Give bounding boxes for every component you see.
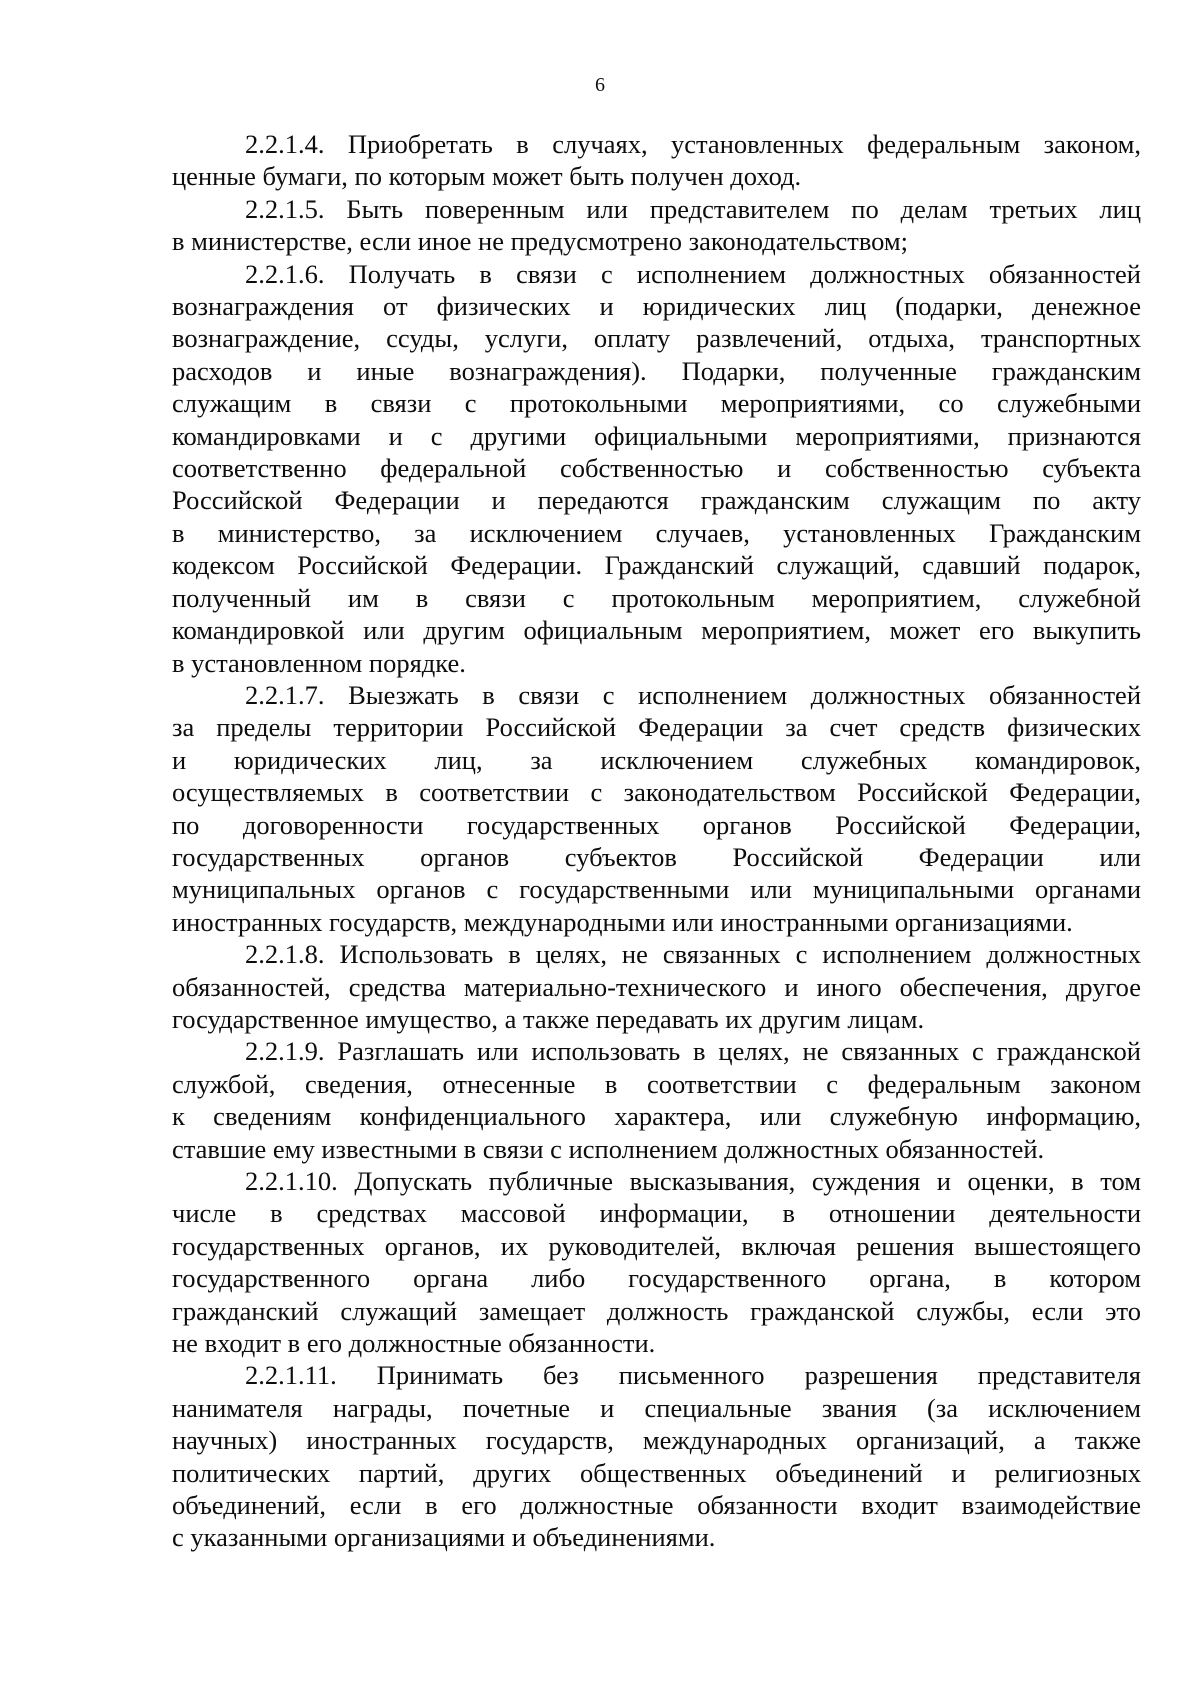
text-line: 2.2.1.9. Разглашать или использовать в целях, не связанных с гражданской — [245, 1036, 1141, 1067]
text-line: 2.2.1.8. Использовать в целях, не связанных с исполнением должностных — [245, 939, 1141, 970]
text-line: вознаграждения от физических и юридических лиц (подарки, денежное — [172, 291, 1141, 322]
text-line: научных) иностранных государств, международных организаций, а также — [172, 1425, 1141, 1456]
text-line: ценные бумаги, по которым может быть получен доход. — [172, 161, 802, 192]
paragraph — [172, 193, 1141, 258]
text-line: государственное имущество, а также передавать их другим лицам. — [172, 1003, 925, 1034]
text-line: кодексом Российской Федерации. Гражданский служащий, сдавший подарок, — [172, 550, 1141, 581]
text-line: государственных органов субъектов Российской Федерации или — [172, 841, 1141, 872]
text-line: расходов и иные вознаграждения). Подарки, полученные гражданским — [172, 355, 1141, 386]
text-line: 2.2.1.10. Допускать публичные высказывания, суждения и оценки, в том — [245, 1166, 1141, 1196]
text-line: муниципальных органов с государственными или муниципальными органами — [172, 874, 1141, 905]
text-line: осуществляемых в соответствии с законодательством Российской Федерации, — [172, 777, 1141, 808]
text-line: полученный им в связи с протокольным мероприятием, служебной — [172, 582, 1141, 613]
text-line: соответственно федеральной собственностью и собственностью субъекта — [172, 453, 1141, 484]
paragraph — [172, 679, 1141, 938]
text-line: 2.2.1.4. Приобретать в случаях, установленных федеральным законом, — [245, 129, 1141, 159]
text-line: командировкой или другим официальным мероприятием, может его выкупить — [172, 615, 1141, 646]
text-line: 2.2.1.11. Принимать без письменного разрешения представителя — [245, 1360, 1141, 1391]
paragraph — [172, 938, 1141, 1035]
text-line: в министерство, за исключением случаев, установленных Гражданским — [172, 517, 1141, 548]
text-line: обязанностей, средства материально-технического и иного обеспечения, другое — [172, 971, 1141, 1002]
paragraph — [172, 1035, 1141, 1165]
text-line: по договоренности государственных органов Российской Федерации, — [172, 809, 1141, 840]
text-line: к сведениям конфиденциального характера, или служебную информацию, — [172, 1101, 1141, 1132]
text-line: службой, сведения, отнесенные в соответствии с федеральным законом — [172, 1068, 1141, 1099]
text-line: с указанными организациями и объединениями. — [172, 1522, 716, 1553]
text-line: командировками и с другими официальными мероприятиями, признаются — [172, 420, 1141, 451]
text-line: и юридических лиц, за исключением служебных командировок, — [172, 744, 1141, 775]
text-line: числе в средствах массовой информации, в отношении деятельности — [172, 1198, 1141, 1229]
text-line: Российской Федерации и передаются гражданским служащим по акту — [172, 485, 1141, 516]
page-number: 6 — [595, 74, 605, 96]
text-line: в установленном порядке. — [172, 647, 466, 678]
text-line: гражданский служащий замещает должность гражданской службы, если это — [172, 1295, 1141, 1326]
text-line: служащим в связи с протокольными мероприятиями, со служебными — [172, 388, 1141, 419]
text-line: объединений, если в его должностные обязанности входит взаимодействие — [172, 1490, 1141, 1521]
text-line: не входит в его должностные обязанности. — [172, 1328, 656, 1359]
text-line: в министерстве, если иное не предусмотрено законодательством; — [172, 226, 909, 257]
text-line: государственного органа либо государственного органа, в котором — [172, 1263, 1141, 1294]
paragraph — [172, 1359, 1141, 1553]
paragraph — [172, 258, 1141, 679]
text-line: 2.2.1.7. Выезжать в связи с исполнением должностных обязанностей — [245, 679, 1141, 710]
text-line: нанимателя награды, почетные и специальные звания (за исключением — [172, 1392, 1141, 1423]
text-line: за пределы территории Российской Федерации за счет средств физических — [172, 712, 1141, 743]
text-line: иностранных государств, международными или иностранными организациями. — [172, 906, 1073, 937]
text-line: вознаграждение, ссуды, услуги, оплату развлечений, отдыха, транспортных — [172, 323, 1141, 354]
text-line: 2.2.1.6. Получать в связи с исполнением должностных обязанностей — [245, 258, 1141, 289]
text-line: политических партий, других общественных объединений и религиозных — [172, 1457, 1141, 1488]
text-line: 2.2.1.5. Быть поверенным или представителем по делам третьих лиц — [245, 193, 1141, 224]
text-line: ставшие ему известными в связи с исполнением должностных обязанностей. — [172, 1133, 1045, 1164]
paragraph — [172, 1165, 1141, 1359]
text-line: государственных органов, их руководителей, включая решения вышестоящего — [172, 1230, 1141, 1261]
paragraph — [172, 128, 1141, 193]
document-body — [172, 128, 1141, 1554]
